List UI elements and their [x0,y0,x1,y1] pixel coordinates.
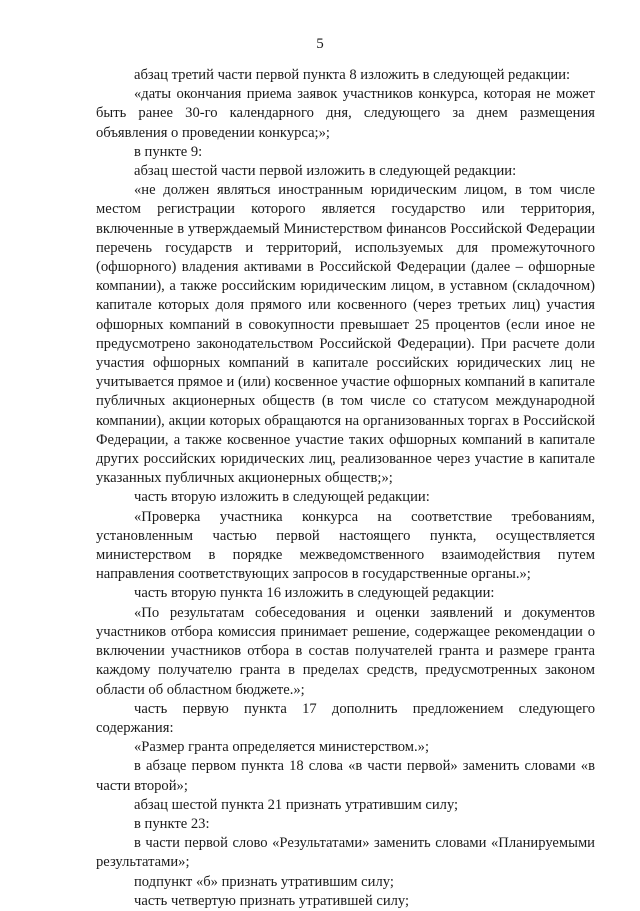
paragraph-8: часть вторую пункта 16 изложить в следующей редакции: [134,585,495,602]
paragraph-17: часть четвертую признать утратившей силу; [134,892,410,909]
paragraph-3: в пункте 9: [134,143,203,160]
paragraph-1: абзац третий части первой пункта 8 изложить в следующей редакции: [134,67,571,83]
paragraph-2: «даты окончания приема заявок участников конкурса, которая не может быть ранее 30-го календарного дня, следующего за днем размещения объявления о проведении конкурса;»; [96,86,595,141]
paragraph-11: «Размер гранта определяется министерством.»; [134,739,430,756]
paragraph-14: в пункте 23: [134,815,210,832]
paragraph-5: «не должен являться иностранным юридическим лицом, в том числе местом регистрации которого является государство или территория, включенные в утверждаемый Министерством финансов Российской Федерации перечень государств и территорий, используемых для промежуточного (офшорного) владения активами в Российской Федерации (далее – офшорные компании), а также российским юридическим лицом, в уставном (складочном) капитале которых доля прямого или косвенного (через третьих лиц) участия офшорных компаний в совокупности превышает 25 процентов (если иное не предусмотрено законодательством Российской Федерации). При расчете доли участия офшорных компаний в капитале российских юридических лиц не учитывается прямое и (или) косвенное участие офшорных компаний в капитале публичных акционерных обществ (в том числе со статусом международной компании), акции которых обращаются на организованных торгах в Российской Федерации, а также косвенное участие таких офшорных компаний в капитале других российских юридических лиц, реализованное через участие в капитале указанных публичных акционерных обществ;»; [96,182,595,487]
page-number: 5 [316,36,324,52]
paragraph-13: абзац шестой пункта 21 признать утратившим силу; [134,796,459,813]
paragraph-10: часть первую пункта 17 дополнить предложением следующего содержания: [96,700,595,736]
paragraph-6: часть вторую изложить в следующей редакции: [134,489,430,506]
paragraph-9: «По результатам собеседования и оценки заявлений и документов участников отбора комиссия принимает решение, содержащее рекомендации о включении участников отбора в состав получателей гранта и размере гранта каждому получателю гранта в пределах средств, предусмотренных законом области об областном бюджете.»; [96,604,595,698]
paragraph-7: «Проверка участника конкурса на соответствие требованиям, установленным частью первой настоящего пункта, осуществляется министерством в порядке межведомственного взаимодействия путем направления соответствующих запросов в государственные органы.»; [96,508,595,583]
paragraph-12: в абзаце первом пункта 18 слова «в части первой» заменить словами «в части второй»; [96,758,595,794]
paragraph-4: абзац шестой части первой изложить в следующей редакции: [134,163,517,180]
document-body [96,66,595,911]
paragraph-15: в части первой слово «Результатами» заменить словами «Планируемыми результатами»; [96,835,595,871]
paragraph-16: подпункт «б» признать утратившим силу; [134,873,394,890]
